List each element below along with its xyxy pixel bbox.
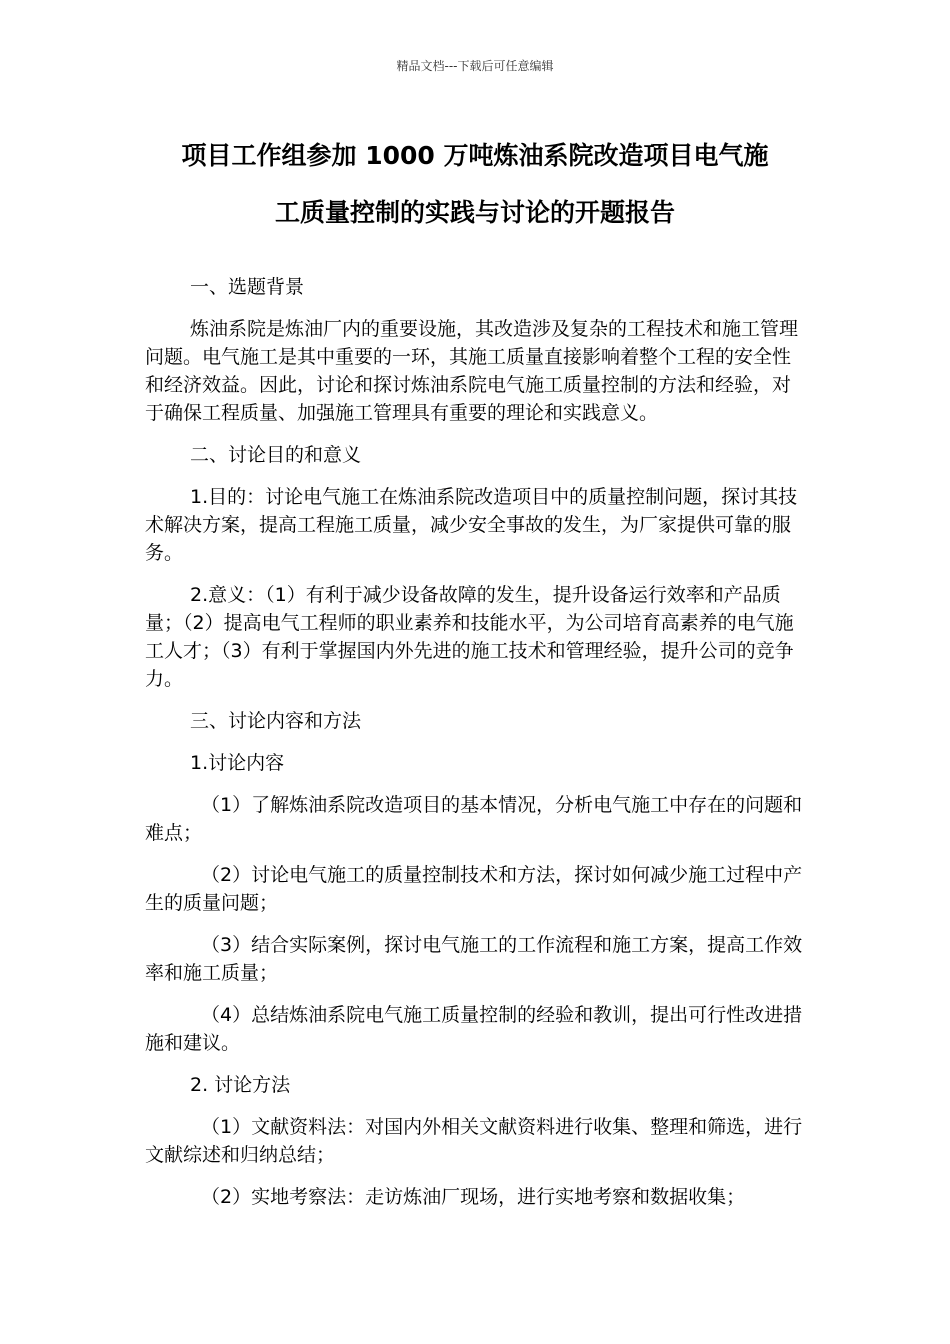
list-item: （3）结合实际案例，探讨电气施工的工作流程和施工方案，提高工作效率和施工质量； — [145, 934, 803, 984]
document-body — [145, 273, 807, 1225]
list-item: （2）实地考察法：走访炼油厂现场，进行实地考察和数据收集； — [201, 1186, 746, 1208]
subheading-content: 1.讨论内容 — [190, 752, 285, 774]
section-heading-purpose: 二、讨论目的和意义 — [190, 444, 362, 466]
section-heading-background: 一、选题背景 — [190, 276, 305, 298]
list-item: （1）了解炼油系院改造项目的基本情况，分析电气施工中存在的问题和难点； — [145, 794, 803, 844]
list-item: （4）总结炼油系院电气施工质量控制的经验和教训，提出可行性改进措施和建议。 — [145, 1004, 803, 1054]
list-item: （1）文献资料法：对国内外相关文献资料进行收集、整理和筛选，进行文献综述和归纳总结； — [145, 1116, 803, 1166]
header-note: 精品文档---下载后可任意编辑 — [396, 59, 554, 73]
subheading-method: 2. 讨论方法 — [190, 1074, 291, 1096]
paragraph-purpose: 1.目的：讨论电气施工在炼油系院改造项目中的质量控制问题，探讨其技术解决方案，提高工程施工质量，减少安全事故的发生，为厂家提供可靠的服务。 — [145, 486, 798, 564]
section-heading-content-method: 三、讨论内容和方法 — [190, 710, 362, 732]
paragraph-background: 炼油系院是炼油厂内的重要设施，其改造涉及复杂的工程技术和施工管理问题。电气施工是其中重要的一环，其施工质量直接影响着整个工程的安全性和经济效益。因此，讨论和探讨炼油系院电气施工质量控制的方法和经验，对于确保工程质量、加强施工管理具有重要的理论和实践意义。 — [145, 318, 799, 424]
document-title-line-2: 工质量控制的实践与讨论的开题报告 — [274, 198, 675, 227]
list-item: （2）讨论电气施工的质量控制技术和方法，探讨如何减少施工过程中产生的质量问题； — [145, 864, 803, 914]
document-title-line-1: 项目工作组参加 1000 万吨炼油系院改造项目电气施 — [181, 141, 769, 170]
paragraph-significance: 2.意义：（1）有利于减少设备故障的发生，提升设备运行效率和产品质量；（2）提高电气工程师的职业素养和技能水平，为公司培育高素养的电气施工人才；（3）有利于掌握国内外先进的施工技术和管理经验，提升公司的竞争力。 — [145, 584, 794, 690]
